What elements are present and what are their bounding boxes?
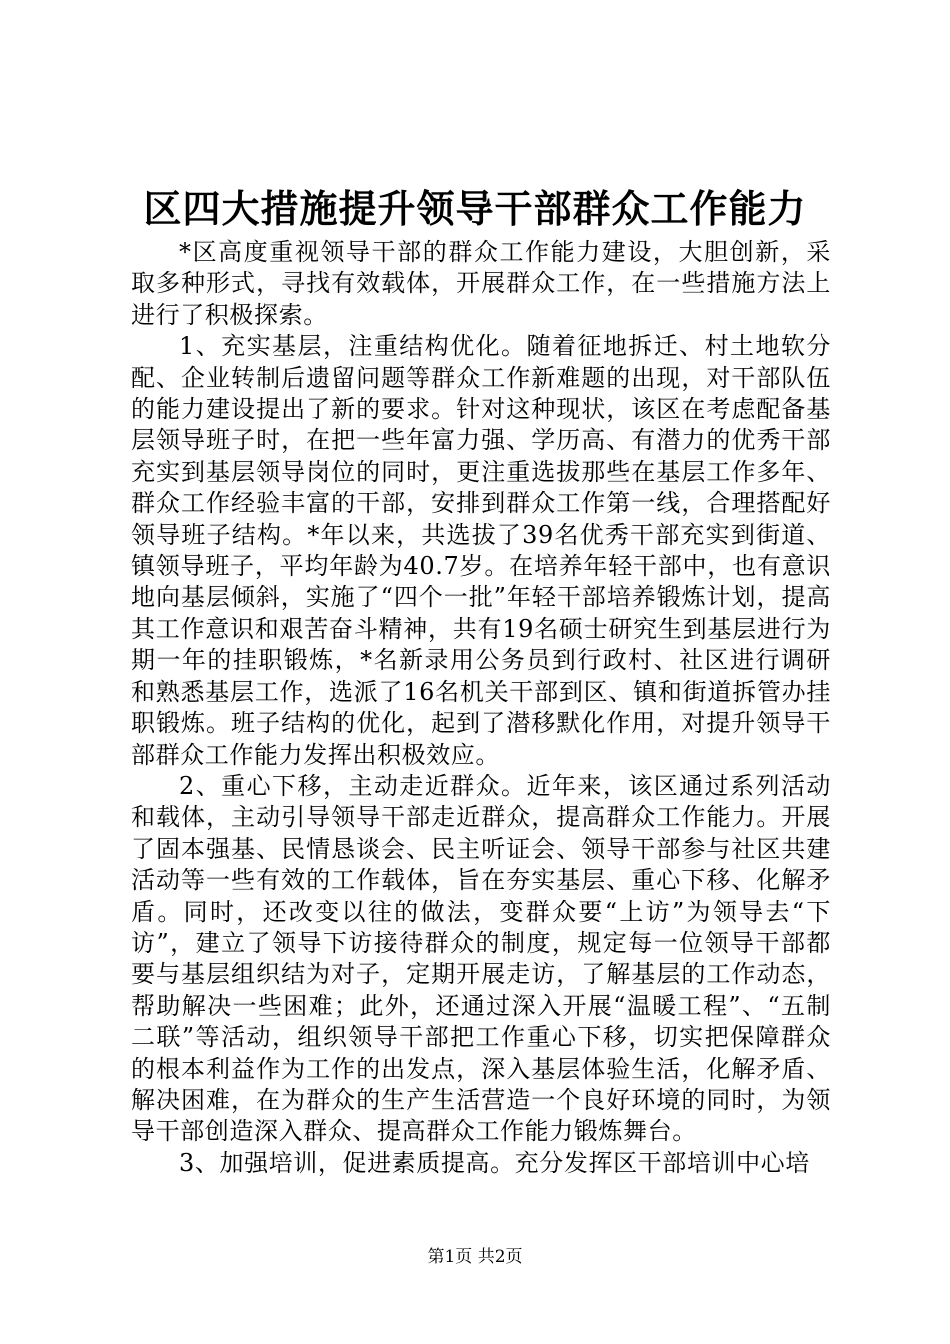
paragraph-intro: *区高度重视领导干部的群众工作能力建设，大胆创新，采取多种形式，寻找有效载体，开展群众工作，在一些措施方法上进行了积极探索。: [131, 238, 831, 329]
paragraph-2: 2、重心下移，主动走近群众。近年来，该区通过系列活动和载体，主动引导领导干部走近群众，提高群众工作能力。开展了固本强基、民情恳谈会、民主听证会、领导干部参与社区共建活动等一些有效的工作载体，旨在夯实基层、重心下移、化解矛盾。同时，还改变以往的做法，变群众要“上访”为领导去“下访”，建立了领导下访接待群众的制度，规定每一位领导干部都要与基层组织结为对子，定期开展走访，了解基层的工作动态，帮助解决一些困难；此外，还通过深入开展“温暖工程”、“五制二联”等活动，组织领导干部把工作重心下移，切实把保障群众的根本利益作为工作的出发点，深入基层体验生活，化解矛盾、解决困难，在为群众的生产生活营造一个良好环境的同时，为领导干部创造深入群众、提高群众工作能力锻炼舞台。: [131, 771, 831, 1146]
page-number-footer: 第1页 共2页: [427, 1247, 523, 1267]
document-body: [131, 237, 831, 1179]
paragraph-1: 1、充实基层，注重结构优化。随着征地拆迁、村土地软分配、企业转制后遗留问题等群众工作新难题的出现，对干部队伍的能力建设提出了新的要求。针对这种现状，该区在考虑配备基层领导班子时，在把一些年富力强、学历高、有潜力的优秀干部充实到基层领导岗位的同时，更注重选拔那些在基层工作多年、群众工作经验丰富的干部，安排到群众工作第一线，合理搭配好领导班子结构。*年以来，共选拔了39名优秀干部充实到街道、镇领导班子，平均年龄为40.7岁。在培养年轻干部中，也有意识地向基层倾斜，实施了“四个一批”年轻干部培养锻炼计划，提高其工作意识和艰苦奋斗精神，共有19名硕士研究生到基层进行为期一年的挂职锻炼，*名新录用公务员到行政村、社区进行调研和熟悉基层工作，选派了16名机关干部到区、镇和街道拆管办挂职锻炼。班子结构的优化，起到了潜移默化作用，对提升领导干部群众工作能力发挥出积极效应。: [131, 332, 831, 769]
paragraph-3: 3、加强培训，促进素质提高。充分发挥区干部培训中心培: [179, 1148, 810, 1177]
document-title: 区四大措施提升领导干部群众工作能力: [143, 186, 807, 231]
